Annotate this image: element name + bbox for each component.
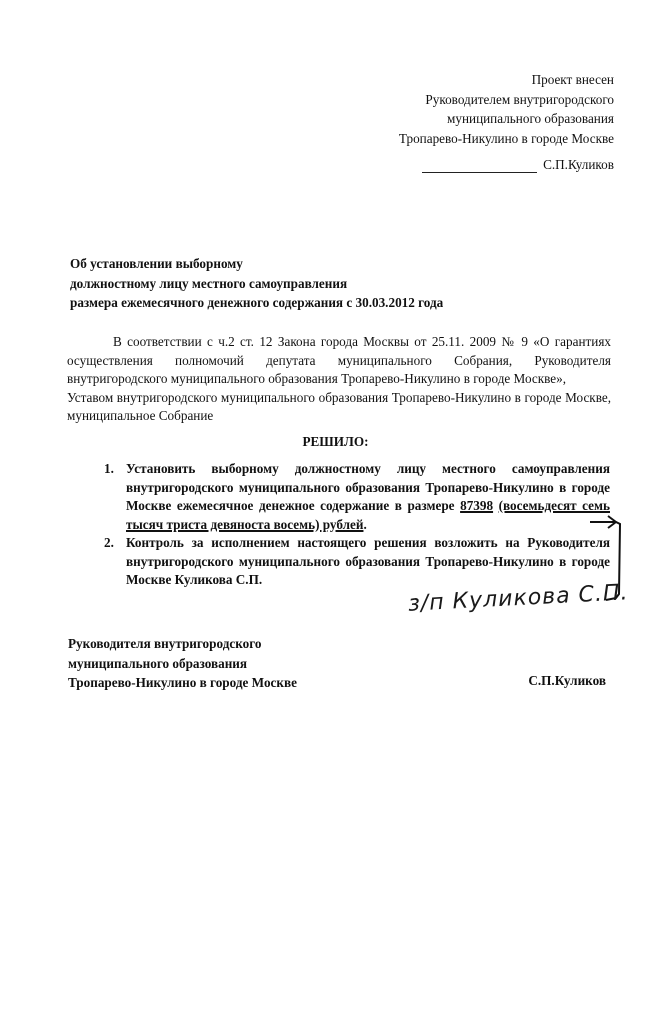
- resolution-item: [104, 534, 610, 590]
- item-end: .: [363, 516, 367, 532]
- signatory-block: [68, 634, 297, 693]
- salary-amount: 87398: [460, 498, 494, 513]
- document-title: [70, 254, 443, 313]
- resolution-item: [104, 460, 610, 534]
- footer-line: Тропарево-Никулино в городе Москве: [68, 675, 297, 690]
- item-number: 2.: [104, 535, 114, 550]
- preamble-continuation: Уставом внутригородского муниципального образования Тропарево-Никулино в городе Москве, муниципальное Собрание: [67, 389, 611, 423]
- header-line: Руководителем внутригородского: [425, 91, 614, 107]
- footer-line: муниципального образования: [68, 655, 248, 671]
- header-line: Тропарево-Никулино в городе Москве: [398, 130, 614, 146]
- item-number: 1.: [104, 461, 114, 476]
- title-line: Об установлении выборному: [70, 256, 243, 271]
- header-line: муниципального образования: [447, 111, 614, 126]
- preamble: [67, 333, 611, 426]
- salary-amount-words: (восемьдесят семь тысяч триста девяноста восемь) рублей: [126, 498, 610, 532]
- signature-blank: [422, 159, 537, 173]
- resolved-heading: РЕШИЛО:: [302, 434, 369, 449]
- resolution-items: [104, 460, 610, 590]
- title-line: размера ежемесячного денежного содержания с 30.03.2012 года: [70, 295, 444, 310]
- preamble-paragraph: В соответствии с ч.2 ст. 12 Закона города Москвы от 25.11. 2009 № 9 «О гарантиях осуществления полномочий депутата муниципального Собрания, Руководителя внутригородского муниципального образования Тропарево-Никулино в городе Москве»,: [67, 334, 611, 386]
- header-line: Проект внесен: [531, 72, 614, 87]
- header-signer: С.П.Куликов: [543, 157, 614, 172]
- item-text: Контроль за исполнением настоящего решения возложить на Руководителя внутригородского муниципального образования Тропарево-Никулино в городе Москве Куликова С.П.: [126, 535, 610, 587]
- header-signature-line: [422, 157, 614, 173]
- item-text: Установить выборному должностному лицу местного самоуправления внутригородского муниципального образования Тропарево-Никулино в городе Москве ежемесячное денежное содержание в размере: [126, 461, 610, 513]
- handwritten-note: з/п Куликова С.П.: [407, 580, 630, 617]
- submitted-by-block: [399, 70, 614, 148]
- footer-line: Руководителя внутригородского: [68, 636, 262, 651]
- title-line: должностному лицу местного самоуправления: [70, 275, 348, 291]
- footer-signer: С.П.Куликов: [528, 673, 606, 688]
